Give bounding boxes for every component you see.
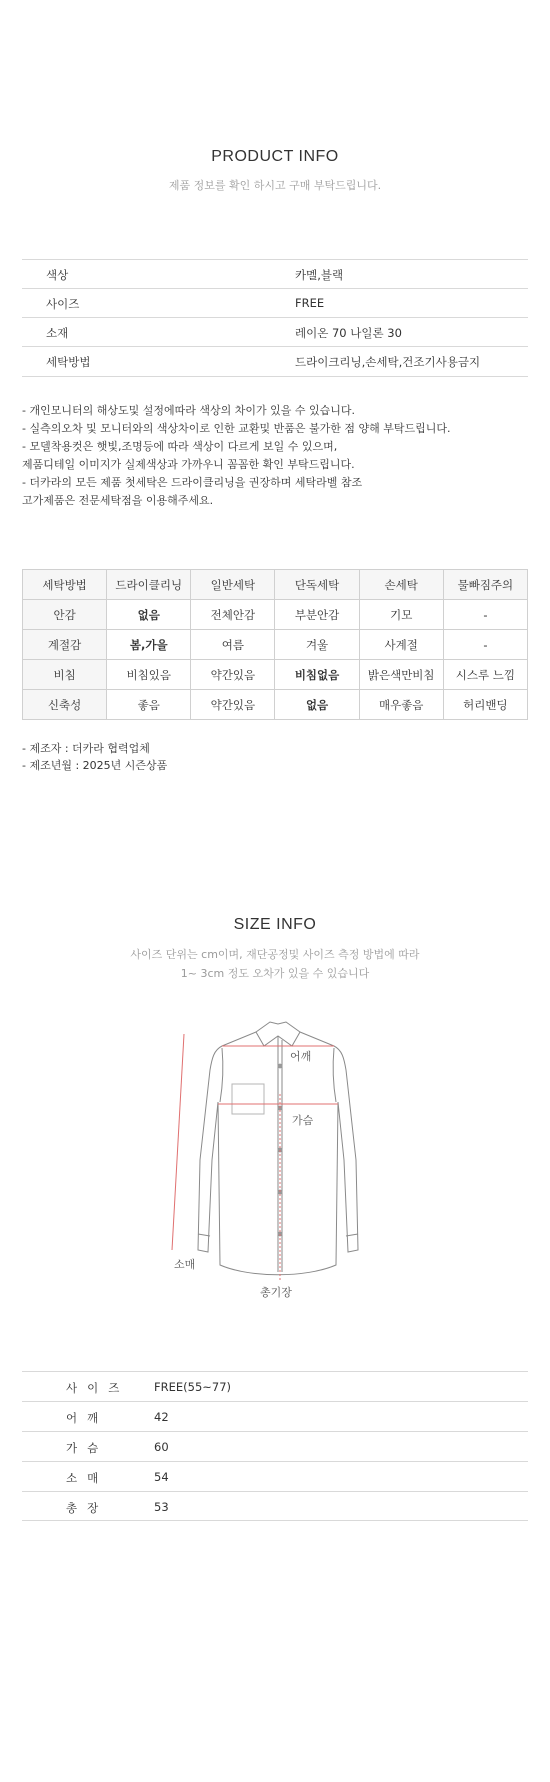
table-cell: 신축성 (23, 690, 107, 720)
table-cell: 계절감 (23, 630, 107, 660)
info-label: 소재 (46, 326, 69, 340)
manufacturer-text: - 제조자 : 더카라 협력업체 (22, 742, 150, 755)
size-row-chest (22, 1431, 528, 1461)
size-value: 54 (154, 1470, 169, 1484)
maker-info (22, 740, 167, 774)
product-info-title: PRODUCT INFO (211, 148, 339, 165)
table-cell: 물빠짐주의 (443, 570, 527, 600)
size-info-subtitle-1: 사이즈 단위는 cm이며, 재단공정및 사이즈 측정 방법에 따라 (130, 948, 420, 961)
shirt-measurement-diagram (160, 1010, 400, 1310)
sleeve-measure-line (172, 1034, 184, 1250)
info-value: FREE (295, 296, 325, 310)
table-cell: 사계절 (359, 630, 443, 660)
table-cell: 일반세탁 (191, 570, 275, 600)
table-cell: 부분안감 (275, 600, 359, 630)
table-cell: 전체안감 (191, 600, 275, 630)
notice-line: 제품디테일 이미지가 실제색상과 가까우니 꼼꼼한 확인 부탁드립니다. (22, 458, 355, 471)
sleeve-label: 소매 (174, 1258, 196, 1271)
table-cell: 허리밴딩 (443, 690, 527, 720)
table-cell: - (443, 630, 527, 660)
size-value: 42 (154, 1410, 169, 1424)
table-cell-selected: 봄,가을 (107, 630, 191, 660)
size-value: FREE(55~77) (154, 1380, 232, 1394)
chest-label: 가슴 (292, 1114, 314, 1127)
table-cell: 좋음 (107, 690, 191, 720)
size-info-title: SIZE INFO (233, 916, 317, 933)
notice-line: - 개인모니터의 해상도및 설정에따라 색상의 차이가 있을 수 있습니다. (22, 404, 355, 417)
table-cell: 드라이클리닝 (107, 570, 191, 600)
table-cell: 기모 (359, 600, 443, 630)
size-row-length (22, 1491, 528, 1521)
table-cell: 밝은색만비침 (359, 660, 443, 690)
shoulder-label: 어깨 (290, 1050, 312, 1063)
size-row-sleeve (22, 1461, 528, 1491)
table-cell: 겨울 (275, 630, 359, 660)
size-label: 사이즈 (66, 1381, 130, 1395)
table-cell: 약간있음 (191, 690, 275, 720)
info-value: 레이온 70 나일론 30 (295, 326, 402, 340)
table-cell: 손세탁 (359, 570, 443, 600)
table-cell-selected: 없음 (107, 600, 191, 630)
table-cell-selected: 비침없음 (275, 660, 359, 690)
size-label: 가슴 (66, 1441, 109, 1455)
table-row (23, 660, 528, 690)
shirt-outline-icon (198, 1022, 358, 1275)
size-table-bottom-border (22, 1520, 528, 1521)
notice-list (22, 402, 532, 510)
info-label: 사이즈 (46, 297, 80, 311)
table-cell: 여름 (191, 630, 275, 660)
size-label: 총장 (66, 1501, 109, 1515)
fabric-properties-table (22, 569, 528, 720)
notice-line: - 실측의오차 및 모니터와의 색상차이로 인한 교환및 반품은 불가한 점 양해 부탁드립니다. (22, 422, 451, 435)
table-cell: 시스루 느낌 (443, 660, 527, 690)
manufacture-date-text: - 제조년월 : 2025년 시즌상품 (22, 759, 168, 772)
notice-line: 고가제품은 전문세탁점을 이용해주세요. (22, 494, 214, 507)
table-cell: 안감 (23, 600, 107, 630)
table-cell: 비침있음 (107, 660, 191, 690)
table-row (23, 600, 528, 630)
table-cell-selected: 없음 (275, 690, 359, 720)
product-info-subtitle: 제품 정보를 확인 하시고 구매 부탁드립니다. (168, 179, 382, 192)
size-value: 60 (154, 1440, 169, 1454)
size-row-shoulder (22, 1401, 528, 1431)
info-label: 세탁방법 (46, 355, 91, 369)
length-label: 총기장 (260, 1286, 292, 1299)
info-value: 드라이크리닝,손세탁,건조기사용금지 (295, 355, 481, 369)
table-cell: 단독세탁 (275, 570, 359, 600)
table-cell: 비침 (23, 660, 107, 690)
size-row-size (22, 1371, 528, 1401)
table-cell: 약간있음 (191, 660, 275, 690)
info-row-size (22, 288, 528, 318)
table-row (23, 690, 528, 720)
notice-line: - 더카라의 모든 제품 첫세탁은 드라이클리닝을 권장하며 세탁라벨 참조 (22, 476, 363, 489)
size-label: 소매 (66, 1471, 109, 1485)
table-cell: - (443, 600, 527, 630)
table-cell: 매우좋음 (359, 690, 443, 720)
info-value: 카멜,블랙 (295, 268, 344, 282)
table-header-row (23, 570, 528, 600)
size-label: 어깨 (66, 1411, 109, 1425)
info-row-washing (22, 346, 528, 376)
notice-line: - 모델착용컷은 햇빛,조명등에 따라 색상이 다르게 보일 수 있으며, (22, 440, 338, 453)
table-cell: 세탁방법 (23, 570, 107, 600)
size-value: 53 (154, 1500, 169, 1514)
info-label: 색상 (46, 268, 69, 282)
info-table-bottom-border (22, 376, 528, 377)
info-row-material (22, 317, 528, 347)
table-row (23, 630, 528, 660)
info-row-color (22, 259, 528, 289)
size-info-subtitle-2: 1~ 3cm 정도 오차가 있을 수 있습니다 (180, 967, 370, 980)
